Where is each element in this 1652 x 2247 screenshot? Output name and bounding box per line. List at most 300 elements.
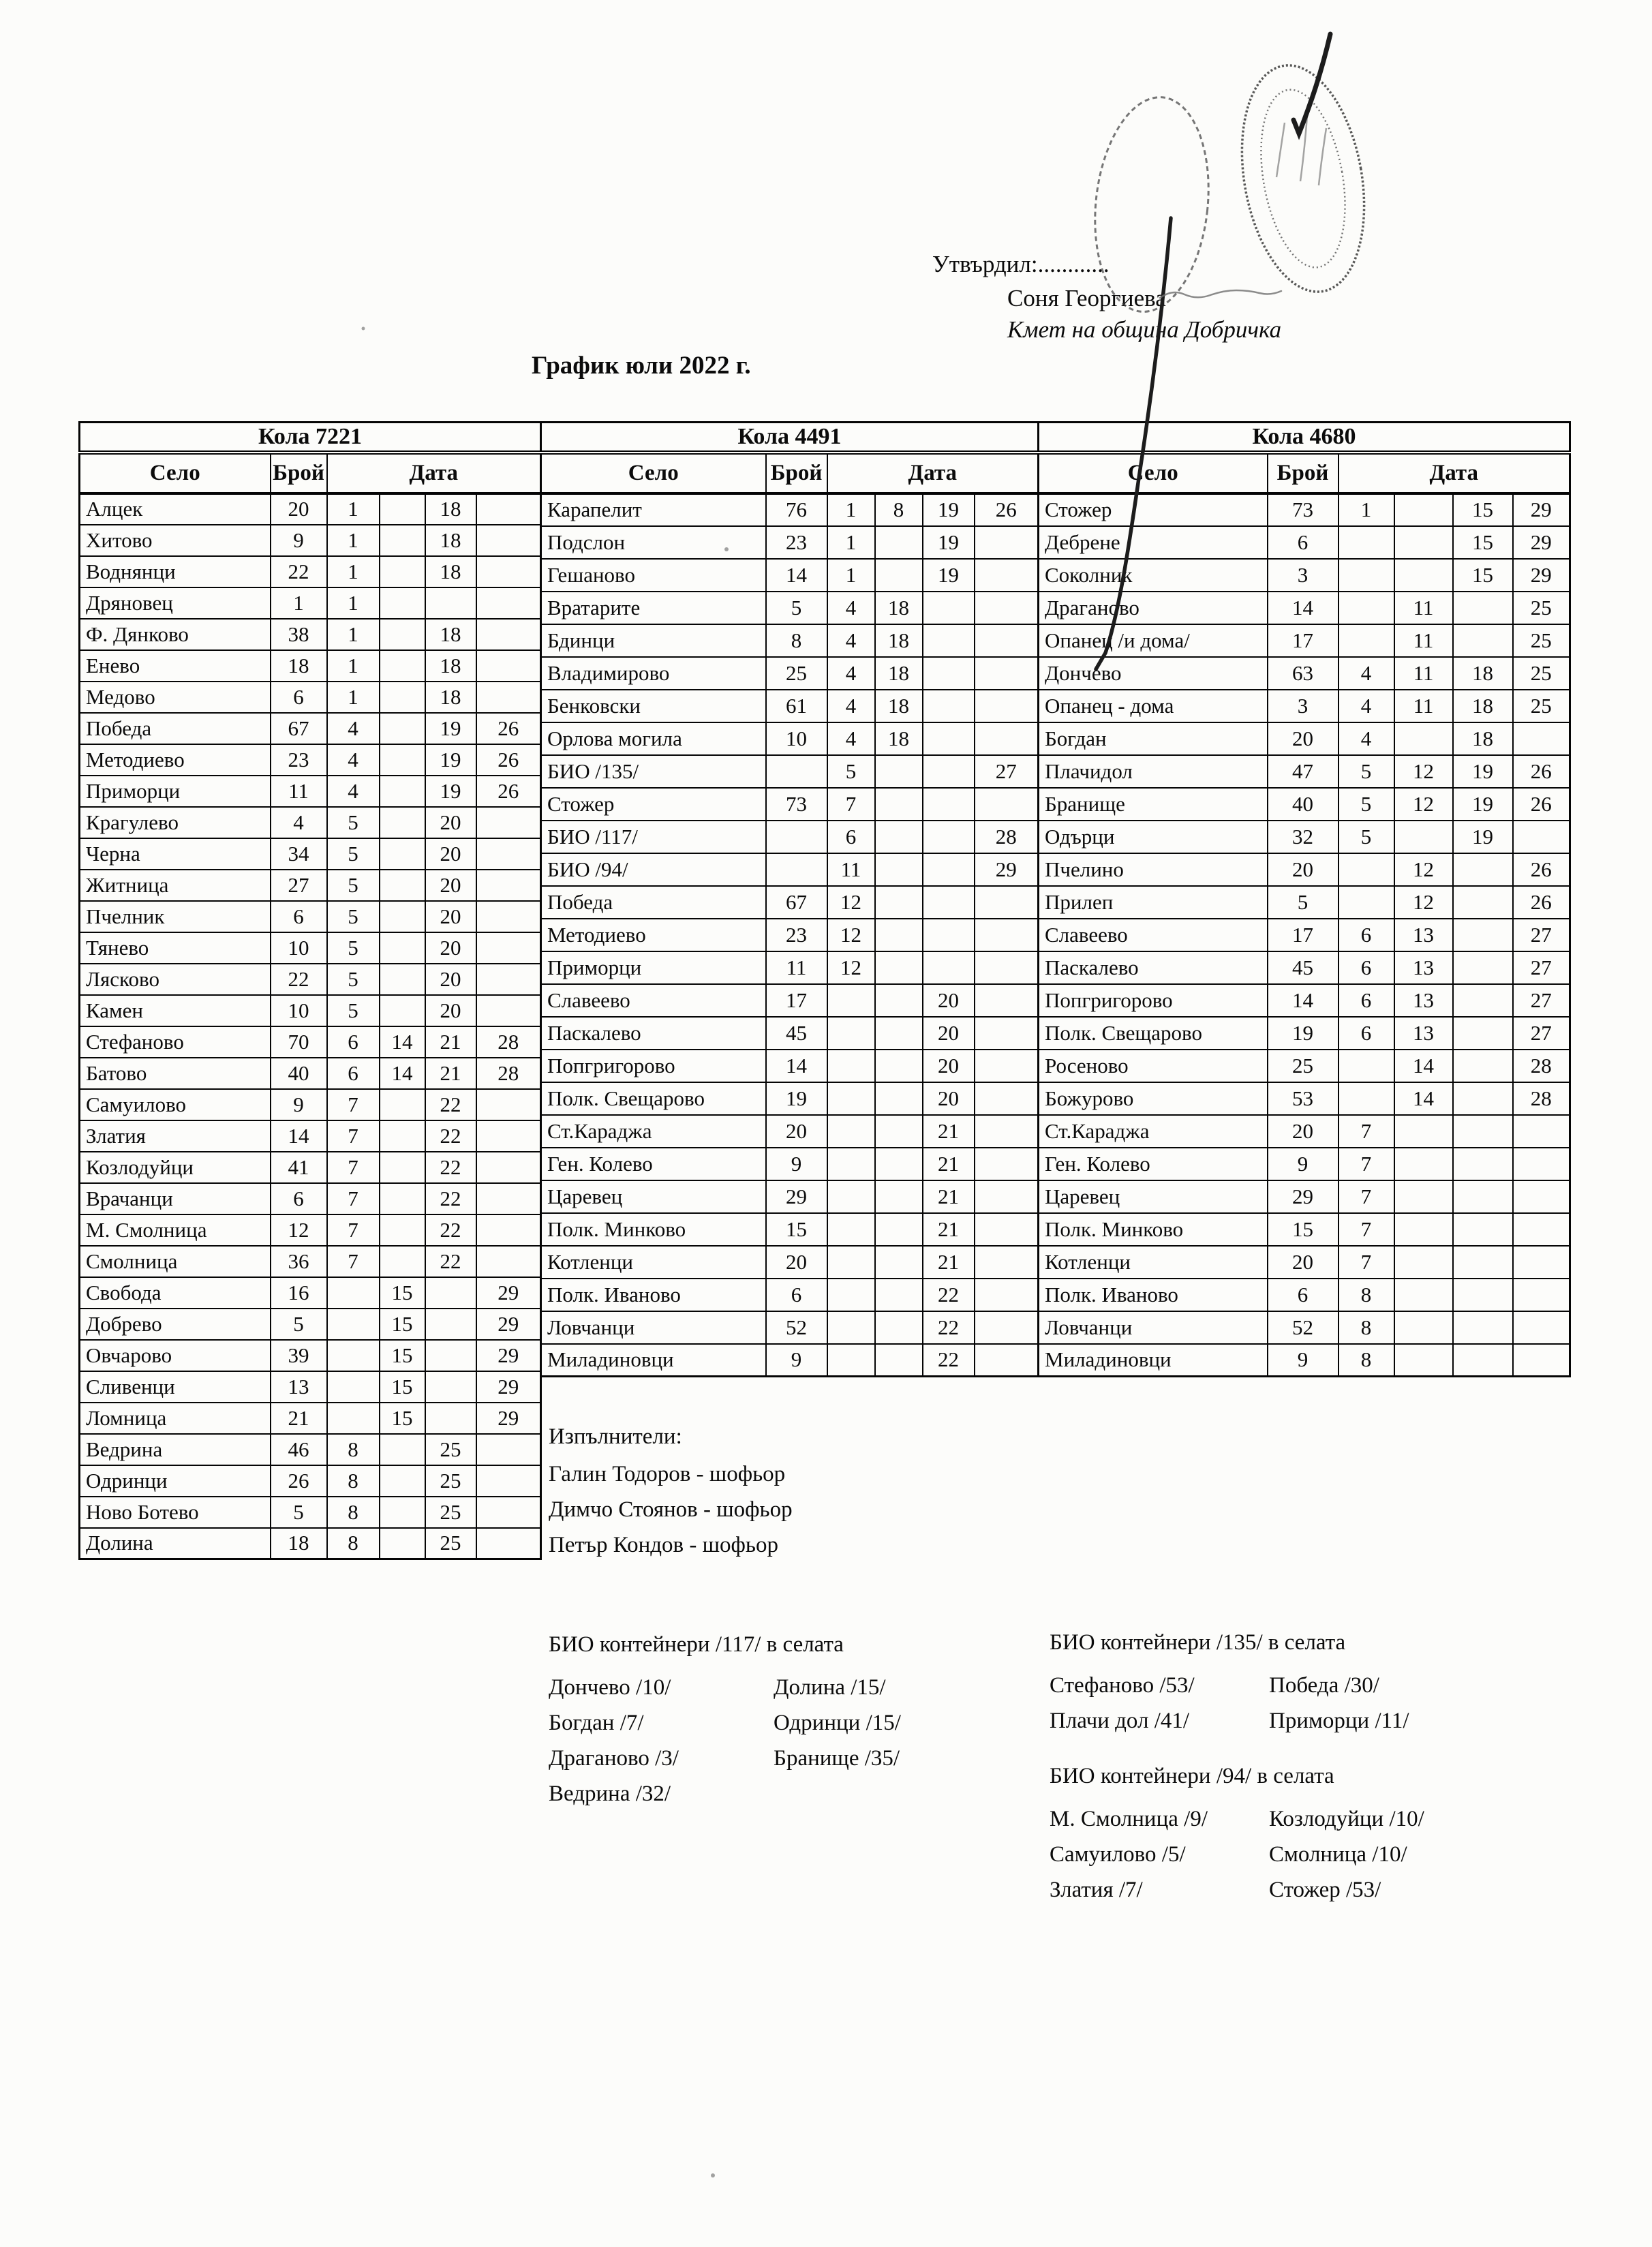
date-cell bbox=[476, 1214, 541, 1246]
date-cell bbox=[875, 1050, 923, 1082]
count-cell: 63 bbox=[1268, 657, 1339, 690]
count-cell: 20 bbox=[1268, 853, 1339, 886]
date-cell bbox=[380, 1214, 425, 1246]
table-row bbox=[80, 1058, 541, 1089]
table-row bbox=[1039, 1246, 1570, 1279]
date-cell bbox=[1453, 1213, 1513, 1246]
date-cell bbox=[1453, 624, 1513, 657]
date-cell: 4 bbox=[827, 722, 875, 755]
count-cell: 1 bbox=[271, 587, 327, 619]
date-cell: 8 bbox=[1339, 1279, 1394, 1311]
table-row bbox=[541, 1213, 1039, 1246]
date-cell: 26 bbox=[1513, 886, 1570, 919]
bio-village-item: Приморци /11/ bbox=[1269, 1709, 1409, 1733]
village-cell: Ст.Караджа bbox=[1039, 1115, 1268, 1148]
date-cell: 15 bbox=[1453, 493, 1513, 526]
date-cell: 21 bbox=[923, 1180, 975, 1213]
count-cell: 36 bbox=[271, 1246, 327, 1277]
date-cell: 19 bbox=[923, 526, 975, 559]
village-cell: Врачанци bbox=[80, 1183, 271, 1214]
village-cell: Славеево bbox=[1039, 919, 1268, 951]
date-cell bbox=[1453, 1050, 1513, 1082]
table-row bbox=[80, 525, 541, 556]
date-cell bbox=[425, 1340, 476, 1371]
date-cell: 6 bbox=[1339, 984, 1394, 1017]
date-cell: 1 bbox=[827, 526, 875, 559]
bio-section-title: БИО контейнери /117/ в селата bbox=[549, 1632, 844, 1657]
date-cell: 15 bbox=[380, 1309, 425, 1340]
date-cell bbox=[1453, 1311, 1513, 1344]
count-cell bbox=[766, 755, 827, 788]
date-cell bbox=[975, 624, 1039, 657]
village-cell: Ломница bbox=[80, 1403, 271, 1434]
village-cell: Ново Ботево bbox=[80, 1497, 271, 1528]
date-cell: 1 bbox=[327, 619, 380, 650]
date-cell: 19 bbox=[1453, 788, 1513, 821]
count-cell: 6 bbox=[1268, 1279, 1339, 1311]
date-cell: 18 bbox=[425, 619, 476, 650]
village-cell: Стефаново bbox=[80, 1026, 271, 1058]
date-cell: 14 bbox=[1394, 1050, 1453, 1082]
date-cell: 20 bbox=[425, 838, 476, 870]
village-cell: Опанец - дома bbox=[1039, 690, 1268, 722]
date-cell: 7 bbox=[1339, 1148, 1394, 1180]
date-cell bbox=[1394, 1148, 1453, 1180]
date-cell: 26 bbox=[1513, 853, 1570, 886]
count-cell: 53 bbox=[1268, 1082, 1339, 1115]
count-cell: 9 bbox=[766, 1344, 827, 1377]
date-cell bbox=[1453, 951, 1513, 984]
count-cell: 46 bbox=[271, 1434, 327, 1465]
table-row bbox=[541, 1180, 1039, 1213]
table-row bbox=[80, 1277, 541, 1309]
date-cell: 5 bbox=[327, 964, 380, 995]
date-cell: 1 bbox=[327, 493, 380, 525]
date-cell bbox=[476, 1183, 541, 1214]
date-cell bbox=[875, 951, 923, 984]
date-cell bbox=[1453, 853, 1513, 886]
village-cell: Приморци bbox=[80, 776, 271, 807]
schedule-table-car-4491 bbox=[540, 421, 1039, 1377]
table-row bbox=[541, 821, 1039, 853]
date-cell bbox=[875, 1246, 923, 1279]
village-cell: Котленци bbox=[541, 1246, 766, 1279]
date-cell bbox=[1394, 1246, 1453, 1279]
date-cell bbox=[1513, 1148, 1570, 1180]
date-cell bbox=[875, 559, 923, 592]
count-cell: 15 bbox=[766, 1213, 827, 1246]
date-cell bbox=[476, 870, 541, 901]
count-cell: 6 bbox=[1268, 526, 1339, 559]
village-cell: БИО /117/ bbox=[541, 821, 766, 853]
count-cell: 20 bbox=[1268, 1246, 1339, 1279]
date-cell: 7 bbox=[1339, 1115, 1394, 1148]
count-cell: 20 bbox=[766, 1246, 827, 1279]
date-cell: 12 bbox=[827, 951, 875, 984]
date-cell: 25 bbox=[1513, 624, 1570, 657]
date-cell: 19 bbox=[923, 493, 975, 526]
date-cell: 14 bbox=[380, 1058, 425, 1089]
date-cell bbox=[380, 776, 425, 807]
village-cell: Стожер bbox=[541, 788, 766, 821]
table-row bbox=[1039, 1279, 1570, 1311]
count-cell: 76 bbox=[766, 493, 827, 526]
table-row bbox=[80, 1183, 541, 1214]
date-cell bbox=[476, 1089, 541, 1120]
date-cell: 21 bbox=[923, 1213, 975, 1246]
village-cell: Приморци bbox=[541, 951, 766, 984]
table-row bbox=[541, 788, 1039, 821]
date-cell bbox=[827, 1279, 875, 1311]
date-cell bbox=[923, 821, 975, 853]
village-cell: Ф. Дянково bbox=[80, 619, 271, 650]
date-cell bbox=[380, 807, 425, 838]
date-cell: 4 bbox=[827, 657, 875, 690]
count-cell: 26 bbox=[271, 1465, 327, 1497]
count-cell: 23 bbox=[271, 744, 327, 776]
date-cell: 26 bbox=[476, 744, 541, 776]
date-cell: 1 bbox=[1339, 493, 1394, 526]
date-cell bbox=[827, 1180, 875, 1213]
date-cell bbox=[975, 951, 1039, 984]
date-cell: 29 bbox=[975, 853, 1039, 886]
date-cell bbox=[1513, 1213, 1570, 1246]
village-column-header: Село bbox=[541, 453, 766, 493]
date-cell bbox=[476, 556, 541, 587]
date-cell: 1 bbox=[327, 556, 380, 587]
date-cell bbox=[380, 870, 425, 901]
village-cell: Полк. Иваново bbox=[541, 1279, 766, 1311]
bio-column-1 bbox=[1050, 1801, 1269, 1908]
date-cell: 5 bbox=[327, 901, 380, 932]
date-cell bbox=[1513, 1180, 1570, 1213]
date-cell: 15 bbox=[1453, 559, 1513, 592]
table-row bbox=[80, 1528, 541, 1559]
table-row bbox=[1039, 919, 1570, 951]
document-title: График юли 2022 г. bbox=[532, 352, 751, 380]
bio-column-1 bbox=[1050, 1668, 1269, 1739]
table-row bbox=[1039, 788, 1570, 821]
count-cell: 41 bbox=[271, 1152, 327, 1183]
bio-village-item: Победа /30/ bbox=[1269, 1673, 1379, 1698]
date-cell: 12 bbox=[827, 886, 875, 919]
date-cell bbox=[380, 713, 425, 744]
bio-column-1 bbox=[549, 1670, 774, 1812]
count-cell: 15 bbox=[1268, 1213, 1339, 1246]
date-cell bbox=[875, 1279, 923, 1311]
table-row bbox=[1039, 1311, 1570, 1344]
date-cell: 27 bbox=[975, 755, 1039, 788]
date-cell bbox=[476, 1152, 541, 1183]
table-row bbox=[80, 650, 541, 682]
village-cell: Хитово bbox=[80, 525, 271, 556]
date-cell: 22 bbox=[425, 1120, 476, 1152]
driver-name: Димчо Стоянов - шофьор bbox=[549, 1497, 793, 1522]
village-cell: Златия bbox=[80, 1120, 271, 1152]
date-cell bbox=[875, 1082, 923, 1115]
date-cell: 18 bbox=[425, 650, 476, 682]
village-cell: Соколник bbox=[1039, 559, 1268, 592]
date-cell bbox=[380, 838, 425, 870]
village-cell: Ген. Колево bbox=[1039, 1148, 1268, 1180]
count-cell: 20 bbox=[766, 1115, 827, 1148]
date-cell: 29 bbox=[476, 1403, 541, 1434]
date-cell: 4 bbox=[1339, 722, 1394, 755]
date-cell bbox=[380, 1152, 425, 1183]
count-cell: 32 bbox=[1268, 821, 1339, 853]
bio-section-title: БИО контейнери /94/ в селата bbox=[1050, 1764, 1334, 1788]
date-cell: 22 bbox=[923, 1311, 975, 1344]
village-cell: БИО /94/ bbox=[541, 853, 766, 886]
car-title: Кола 7221 bbox=[80, 423, 541, 453]
village-cell: Паскалево bbox=[541, 1017, 766, 1050]
table-row bbox=[80, 870, 541, 901]
date-cell bbox=[1394, 1180, 1453, 1213]
date-cell: 22 bbox=[923, 1344, 975, 1377]
table-row bbox=[541, 1311, 1039, 1344]
village-cell: Победа bbox=[80, 713, 271, 744]
date-cell: 7 bbox=[327, 1246, 380, 1277]
table-row bbox=[1039, 853, 1570, 886]
table-row bbox=[1039, 657, 1570, 690]
date-cell bbox=[476, 525, 541, 556]
date-cell bbox=[1513, 1246, 1570, 1279]
village-cell: Попгригорово bbox=[1039, 984, 1268, 1017]
count-cell: 9 bbox=[766, 1148, 827, 1180]
date-cell: 26 bbox=[1513, 788, 1570, 821]
date-cell: 4 bbox=[827, 592, 875, 624]
date-column-header: Дата bbox=[1339, 453, 1570, 493]
date-cell bbox=[476, 1528, 541, 1559]
date-cell bbox=[975, 722, 1039, 755]
date-cell bbox=[923, 853, 975, 886]
village-cell: Камен bbox=[80, 995, 271, 1026]
count-cell: 6 bbox=[271, 682, 327, 713]
bio-column-2 bbox=[774, 1670, 901, 1812]
date-cell: 18 bbox=[425, 525, 476, 556]
date-cell: 1 bbox=[327, 587, 380, 619]
village-cell: Славеево bbox=[541, 984, 766, 1017]
bio-village-item: М. Смолница /9/ bbox=[1050, 1807, 1208, 1831]
date-cell bbox=[875, 821, 923, 853]
date-cell bbox=[1513, 1311, 1570, 1344]
date-cell bbox=[975, 1115, 1039, 1148]
village-cell: М. Смолница bbox=[80, 1214, 271, 1246]
date-cell bbox=[425, 1371, 476, 1403]
table-row bbox=[80, 995, 541, 1026]
count-cell bbox=[766, 853, 827, 886]
date-cell: 28 bbox=[476, 1026, 541, 1058]
date-cell bbox=[975, 657, 1039, 690]
count-cell: 14 bbox=[1268, 984, 1339, 1017]
date-cell: 5 bbox=[1339, 821, 1394, 853]
table-row bbox=[1039, 951, 1570, 984]
date-cell: 29 bbox=[1513, 526, 1570, 559]
date-cell bbox=[923, 919, 975, 951]
count-cell: 61 bbox=[766, 690, 827, 722]
date-cell: 14 bbox=[1394, 1082, 1453, 1115]
date-cell bbox=[380, 1528, 425, 1559]
date-cell: 4 bbox=[327, 776, 380, 807]
date-column-header: Дата bbox=[327, 453, 541, 493]
count-cell: 25 bbox=[766, 657, 827, 690]
count-cell: 52 bbox=[766, 1311, 827, 1344]
date-cell: 27 bbox=[1513, 951, 1570, 984]
date-cell: 8 bbox=[327, 1497, 380, 1528]
date-cell bbox=[975, 690, 1039, 722]
date-cell: 25 bbox=[1513, 690, 1570, 722]
date-cell bbox=[380, 932, 425, 964]
date-cell bbox=[975, 1279, 1039, 1311]
village-cell: Миладиновци bbox=[1039, 1344, 1268, 1377]
table-row bbox=[541, 1148, 1039, 1180]
date-cell bbox=[380, 1246, 425, 1277]
village-cell: Богдан bbox=[1039, 722, 1268, 755]
date-cell bbox=[1394, 526, 1453, 559]
table-row bbox=[541, 1344, 1039, 1377]
count-cell: 19 bbox=[1268, 1017, 1339, 1050]
village-cell: Подслон bbox=[541, 526, 766, 559]
date-cell bbox=[1453, 592, 1513, 624]
date-cell: 27 bbox=[1513, 1017, 1570, 1050]
car-header-row bbox=[80, 423, 541, 453]
count-cell: 12 bbox=[271, 1214, 327, 1246]
date-cell bbox=[1394, 1311, 1453, 1344]
date-cell: 20 bbox=[425, 995, 476, 1026]
date-cell: 4 bbox=[827, 624, 875, 657]
bio-village-item: Стожер /53/ bbox=[1269, 1878, 1381, 1902]
village-column-header: Село bbox=[1039, 453, 1268, 493]
table-body bbox=[80, 493, 541, 1559]
count-cell: 11 bbox=[271, 776, 327, 807]
village-cell: Ведрина bbox=[80, 1434, 271, 1465]
date-cell bbox=[1513, 722, 1570, 755]
date-cell: 19 bbox=[1453, 821, 1513, 853]
date-cell bbox=[1453, 1017, 1513, 1050]
date-cell: 29 bbox=[476, 1277, 541, 1309]
date-cell bbox=[875, 853, 923, 886]
date-cell bbox=[923, 951, 975, 984]
date-cell: 20 bbox=[923, 1017, 975, 1050]
date-cell: 22 bbox=[425, 1152, 476, 1183]
village-cell: Полк. Свещарово bbox=[541, 1082, 766, 1115]
date-cell bbox=[476, 1246, 541, 1277]
table-row bbox=[1039, 1050, 1570, 1082]
date-cell: 6 bbox=[827, 821, 875, 853]
count-cell: 23 bbox=[766, 919, 827, 951]
date-cell bbox=[476, 901, 541, 932]
bio-village-item: Драганово /3/ bbox=[549, 1746, 679, 1771]
date-cell bbox=[1339, 853, 1394, 886]
date-cell: 14 bbox=[380, 1026, 425, 1058]
date-cell: 29 bbox=[476, 1371, 541, 1403]
date-cell bbox=[476, 807, 541, 838]
count-cell: 67 bbox=[766, 886, 827, 919]
date-cell bbox=[1394, 722, 1453, 755]
table-row bbox=[1039, 1017, 1570, 1050]
schedule-table-car-7221 bbox=[78, 421, 542, 1560]
count-cell: 40 bbox=[1268, 788, 1339, 821]
village-cell: Долина bbox=[80, 1528, 271, 1559]
count-cell: 10 bbox=[271, 932, 327, 964]
date-cell bbox=[1513, 1279, 1570, 1311]
date-cell bbox=[476, 650, 541, 682]
date-cell: 22 bbox=[425, 1214, 476, 1246]
date-cell bbox=[380, 525, 425, 556]
bio-column-2 bbox=[1269, 1801, 1424, 1908]
date-cell bbox=[380, 1089, 425, 1120]
date-cell bbox=[923, 657, 975, 690]
table-row bbox=[80, 932, 541, 964]
bio-village-item: Бранище /35/ bbox=[774, 1746, 900, 1771]
table-row bbox=[80, 493, 541, 525]
count-cell: 20 bbox=[1268, 722, 1339, 755]
village-cell: Ст.Караджа bbox=[541, 1115, 766, 1148]
date-cell: 25 bbox=[425, 1434, 476, 1465]
village-cell: Дряновец bbox=[80, 587, 271, 619]
count-cell: 45 bbox=[1268, 951, 1339, 984]
date-cell: 26 bbox=[1513, 755, 1570, 788]
table-row bbox=[541, 886, 1039, 919]
date-cell bbox=[1513, 1115, 1570, 1148]
count-cell: 5 bbox=[1268, 886, 1339, 919]
count-cell: 70 bbox=[271, 1026, 327, 1058]
date-cell bbox=[476, 587, 541, 619]
date-cell: 18 bbox=[875, 657, 923, 690]
date-cell bbox=[476, 682, 541, 713]
date-cell: 18 bbox=[425, 493, 476, 525]
village-cell: Одърци bbox=[1039, 821, 1268, 853]
village-cell: Методиево bbox=[541, 919, 766, 951]
date-cell bbox=[827, 1017, 875, 1050]
table-row bbox=[80, 807, 541, 838]
date-cell: 22 bbox=[923, 1279, 975, 1311]
date-cell bbox=[975, 919, 1039, 951]
date-cell: 11 bbox=[1394, 624, 1453, 657]
date-cell: 18 bbox=[875, 690, 923, 722]
bio-village-item: Дончево /10/ bbox=[549, 1675, 671, 1700]
date-cell: 21 bbox=[923, 1148, 975, 1180]
date-cell bbox=[875, 1115, 923, 1148]
village-cell: Методиево bbox=[80, 744, 271, 776]
date-cell bbox=[1453, 1344, 1513, 1377]
date-cell bbox=[1453, 919, 1513, 951]
count-cell: 6 bbox=[271, 901, 327, 932]
table-row bbox=[1039, 1180, 1570, 1213]
date-cell bbox=[380, 556, 425, 587]
date-cell bbox=[1339, 1082, 1394, 1115]
count-cell: 5 bbox=[271, 1309, 327, 1340]
date-cell bbox=[975, 526, 1039, 559]
table-row bbox=[80, 556, 541, 587]
village-cell: Полк. Минково bbox=[541, 1213, 766, 1246]
count-cell: 11 bbox=[766, 951, 827, 984]
date-cell: 28 bbox=[1513, 1050, 1570, 1082]
date-cell: 11 bbox=[1394, 657, 1453, 690]
date-cell: 1 bbox=[827, 559, 875, 592]
table-row bbox=[541, 559, 1039, 592]
date-cell bbox=[380, 1120, 425, 1152]
date-cell: 12 bbox=[1394, 886, 1453, 919]
village-cell: Попгригорово bbox=[541, 1050, 766, 1082]
date-cell: 15 bbox=[380, 1340, 425, 1371]
date-cell bbox=[975, 984, 1039, 1017]
bio-village-item: Златия /7/ bbox=[1050, 1878, 1143, 1902]
date-cell: 4 bbox=[1339, 690, 1394, 722]
table-header bbox=[80, 423, 541, 493]
approver-name: Соня Георгиева bbox=[1007, 285, 1166, 311]
village-cell: Крагулево bbox=[80, 807, 271, 838]
